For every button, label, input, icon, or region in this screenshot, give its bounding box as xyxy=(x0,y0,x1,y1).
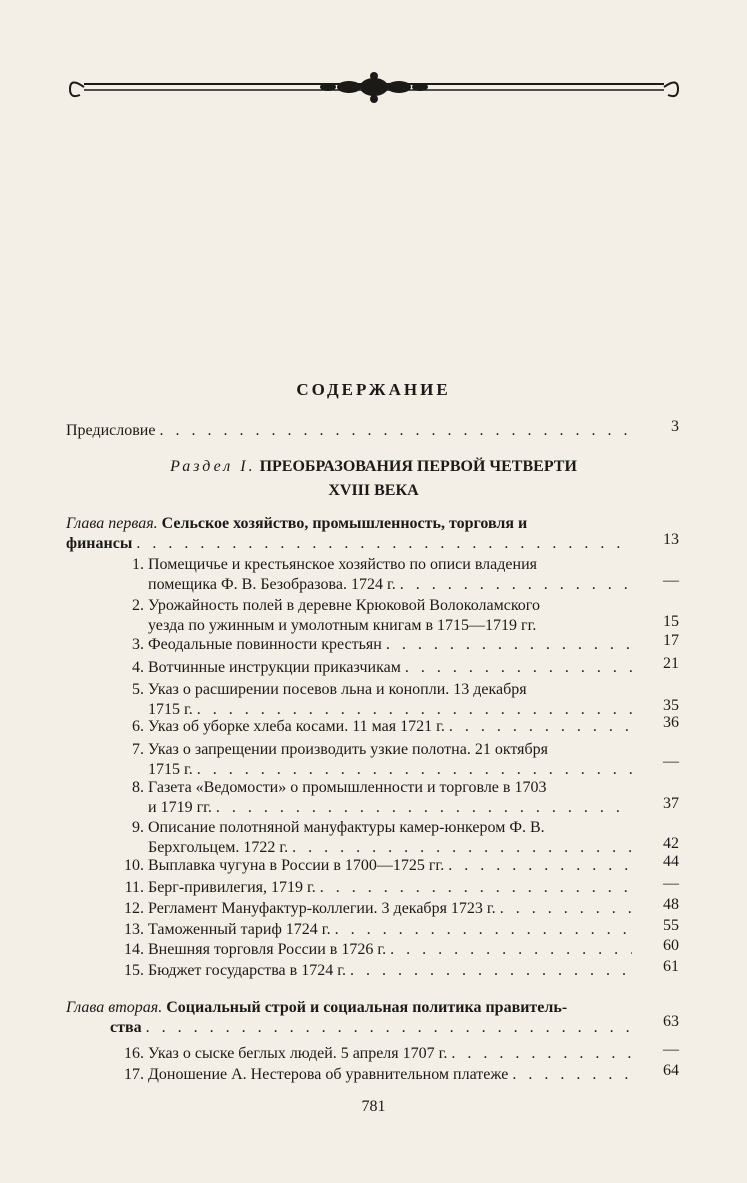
toc-item-1-page: — xyxy=(663,572,679,589)
chapter1-prefix: Глава первая. xyxy=(66,515,158,532)
toc-item-4: 4. Вотчинные инструкции приказчикам . . . xyxy=(120,658,632,678)
toc-item-15-page: 61 xyxy=(663,958,679,975)
section-title-line1 xyxy=(0,458,747,476)
chapter1-title: Сельское хозяйство, промышленность, торговля и xyxy=(161,515,528,532)
toc-item-4-page: 21 xyxy=(663,655,679,672)
toc-item-2-line2: уезда по ужинным и умолотным книгам в 1715—1719 гг. xyxy=(148,617,537,634)
toc-item-12-page: 48 xyxy=(663,896,679,913)
chapter1-title-line1 xyxy=(66,514,527,534)
toc-item-8-line2: и 1719 гг. . . . xyxy=(148,798,632,818)
chapter1-page: 13 xyxy=(663,531,679,548)
toc-item-2: 2. Урожайность полей в деревне Крюковой Волоколамского xyxy=(132,597,540,614)
toc-item-1-line2: помещика Ф. В. Безобразова. 1724 г. . . . xyxy=(148,575,632,595)
toc-item-5-page: 35 xyxy=(663,697,679,714)
toc-item-7: 7. Указ о запрещении производить узкие полотна. 21 октября xyxy=(132,741,549,758)
contents-heading: СОДЕРЖАНИЕ xyxy=(296,380,451,399)
chapter2-title-line1 xyxy=(66,998,567,1018)
ornament-divider xyxy=(64,68,684,108)
toc-item-17-page: 64 xyxy=(663,1062,679,1079)
toc-item-10: 10. Выплавка чугуна в России в 1700—1725 гг. . . . xyxy=(120,856,632,876)
toc-item-15: 15. Бюджет государства в 1724 г. . . . xyxy=(120,961,632,981)
toc-item-9-line2: Берхгольцем. 1722 г. . . . xyxy=(148,838,632,858)
toc-item-10-page: 44 xyxy=(663,853,679,870)
toc-item-6: 6. Указ об уборке хлеба косами. 11 мая 1721 г. . . . xyxy=(120,717,632,737)
preface-label: Предисловие xyxy=(66,422,156,439)
toc-item-13: 13. Таможенный тариф 1724 г. . . . xyxy=(120,920,632,940)
toc-item-14-page: 60 xyxy=(663,937,679,954)
chapter2-page: 63 xyxy=(663,1013,679,1030)
section-prefix: Раздел I. xyxy=(170,458,256,475)
toc-item-5: 5. Указ о расширении посевов льна и конопли. 13 декабря xyxy=(132,681,527,698)
toc-item-5-line2: 1715 г. . . . xyxy=(148,700,632,720)
toc-item-11-page: — xyxy=(663,875,679,892)
page-number: 781 xyxy=(361,1098,386,1115)
toc-item-16: 16. Указ о сыске беглых людей. 5 апреля 1707 г. . . . xyxy=(120,1044,632,1064)
toc-item-6-page: 36 xyxy=(663,714,679,731)
preface-entry xyxy=(66,421,632,441)
toc-item-3-page: 17 xyxy=(663,632,679,649)
chapter2-title-line2: ства . . . xyxy=(110,1018,632,1038)
toc-item-12: 12. Регламент Мануфактур-коллегии. 3 декабря 1723 г. . . . xyxy=(120,899,632,919)
toc-item-7-line2: 1715 г. . . . xyxy=(148,760,632,780)
toc-item-16-page: — xyxy=(663,1041,679,1058)
toc-item-9: 9. Описание полотняной мануфактуры камер-юнкером Ф. В. xyxy=(132,819,545,836)
toc-item-9-page: 42 xyxy=(663,835,679,852)
chapter2-title: Социальный строй и социальная политика правитель- xyxy=(166,999,568,1016)
toc-item-13-page: 55 xyxy=(663,917,679,934)
toc-item-1: 1. Помещичье и крестьянское хозяйство по описи владения xyxy=(132,556,537,573)
toc-item-7-page: — xyxy=(663,753,679,770)
toc-item-3: 3. Феодальные повинности крестьян . . . xyxy=(120,635,632,655)
chapter1-title-line2: финансы . . . xyxy=(66,534,632,554)
section-title-line2: XVIII ВЕКА xyxy=(328,482,419,499)
toc-item-17: 17. Доношение А. Нестерова об уравнительном платеже . . . xyxy=(120,1065,632,1085)
toc-item-8: 8. Газета «Ведомости» о промышленности и торговле в 1703 xyxy=(132,779,547,796)
preface-page: 3 xyxy=(671,418,679,435)
toc-item-8-page: 37 xyxy=(663,795,679,812)
toc-item-2-page: 15 xyxy=(663,613,679,630)
chapter2-prefix: Глава вторая. xyxy=(66,999,163,1016)
section-title: ПРЕОБРАЗОВАНИЯ ПЕРВОЙ ЧЕТВЕРТИ xyxy=(259,458,577,475)
toc-item-14: 14. Внешняя торговля России в 1726 г. . . . xyxy=(120,940,632,960)
toc-item-11: 11. Берг-привилегия, 1719 г. . . . xyxy=(120,878,632,898)
